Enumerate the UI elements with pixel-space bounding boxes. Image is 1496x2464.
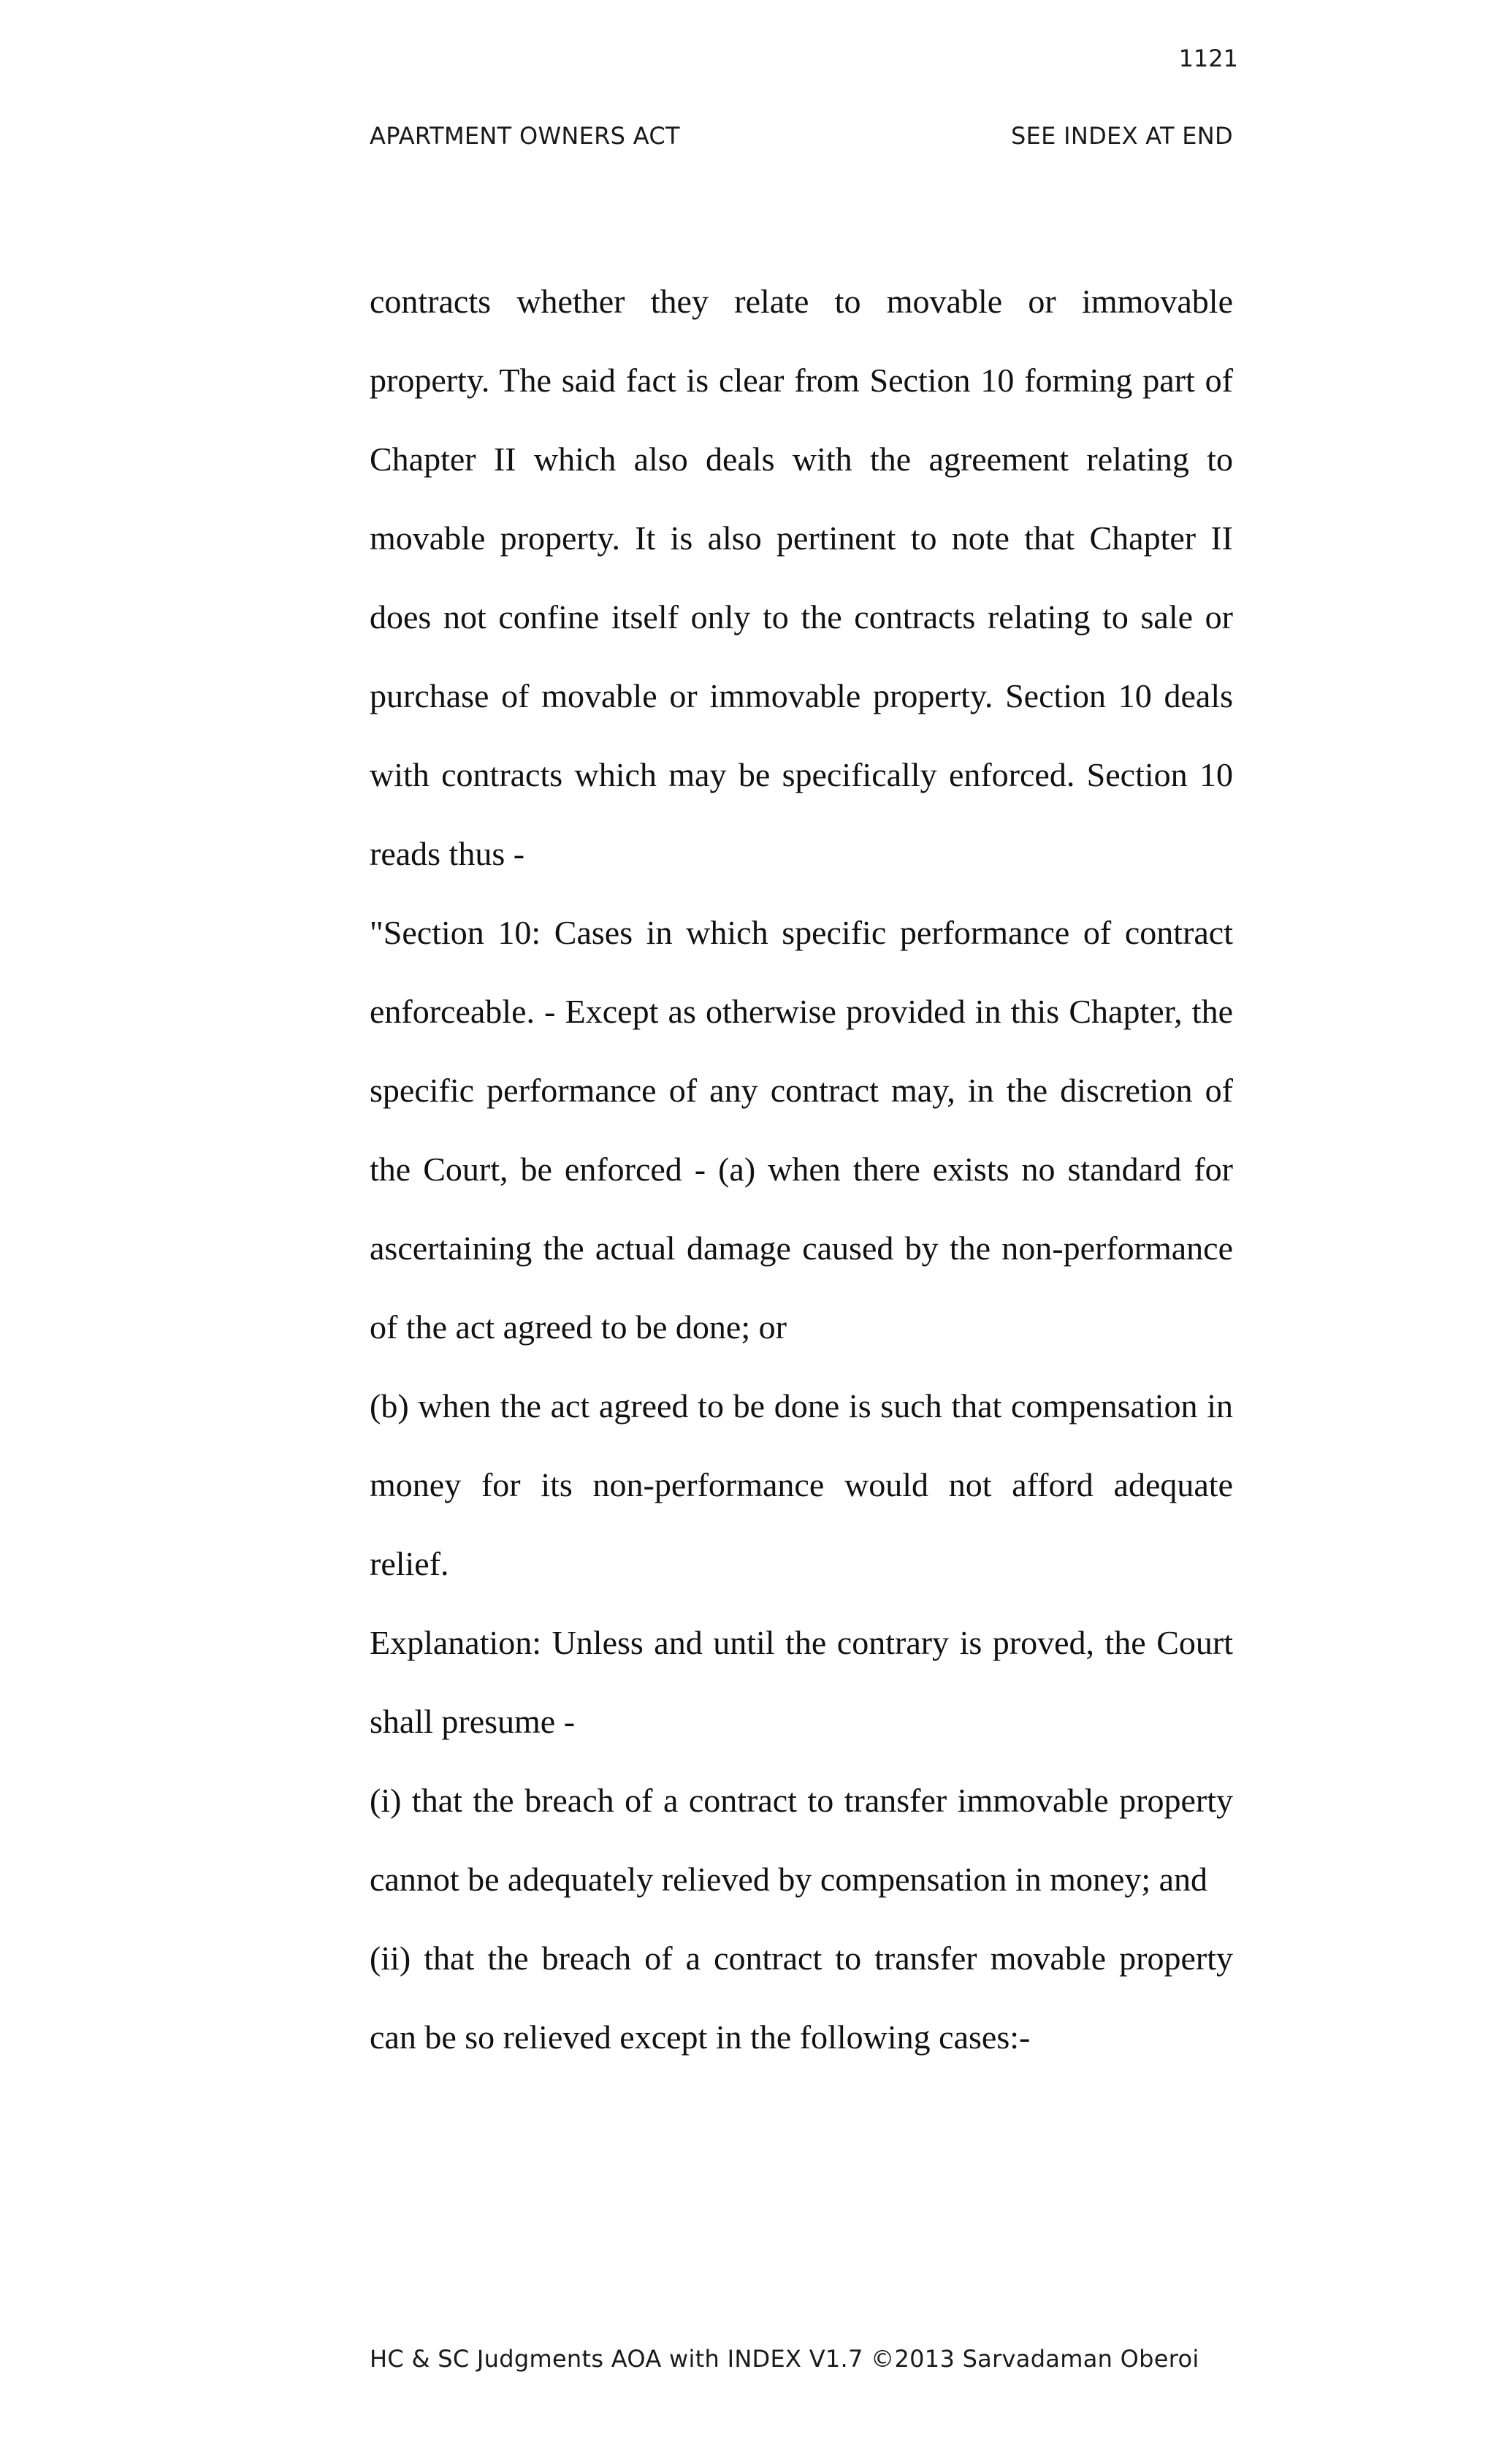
- body-paragraph-explanation: Explanation: Unless and until the contrary is proved, the Court shall presume -: [370, 1624, 1233, 1740]
- body-paragraph-1: contracts whether they relate to movable or immovable property. The said fact is clear from Section 10 forming part of Chapter II which also deals with the agreement relating to movable property. It is also pertinent to note that Chapter II does not confine itself only to the contracts relating to sale or purchase of movable or immovable property. Section 10 deals with contracts which may be specifically enforced. Section 10 reads thus -: [370, 283, 1233, 872]
- document-body: [370, 262, 1233, 2077]
- body-paragraph-clause-b: (b) when the act agreed to be done is such that compensation in money for its non-performance would not afford adequate relief.: [370, 1387, 1233, 1582]
- body-paragraph-clause-ii: (ii) that the breach of a contract to transfer movable property can be so relieved except in the following cases:-: [370, 1939, 1233, 2056]
- running-header-title: APARTMENT OWNERS ACT: [370, 122, 680, 150]
- running-header-index-note: SEE INDEX AT END: [1011, 122, 1233, 150]
- body-paragraph-clause-i: (i) that the breach of a contract to transfer immovable property cannot be adequately relieved by compensation in money; and: [370, 1782, 1233, 1898]
- page-number: 1121: [1178, 45, 1238, 72]
- body-paragraph-section-10: "Section 10: Cases in which specific performance of contract enforceable. - Except as otherwise provided in this Chapter, the specific performance of any contract may, in the discretion of the Court, be enforced - (a) when there exists no standard for ascertaining the actual damage caused by the non-performance of the act agreed to be done; or: [370, 914, 1233, 1346]
- page-footer: HC & SC Judgments AOA with INDEX V1.7 ©2013 Sarvadaman Oberoi: [370, 2345, 1199, 2373]
